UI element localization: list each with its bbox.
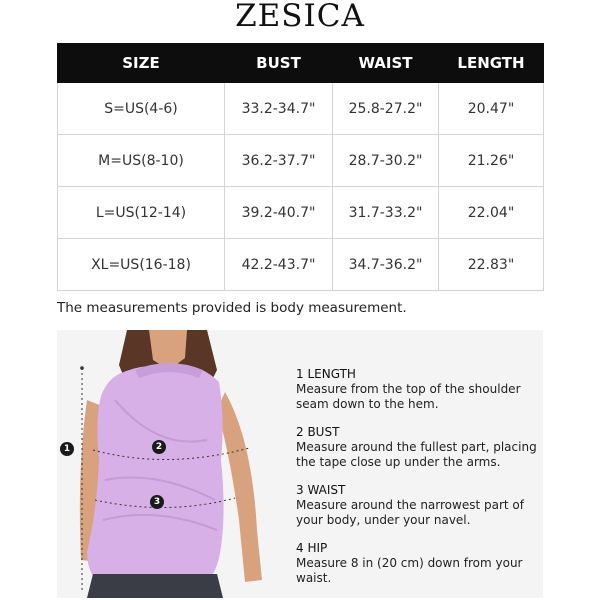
cell-size: L=US(12-14)	[58, 187, 225, 239]
table-header-row	[58, 44, 544, 83]
marker-bust: 2	[152, 440, 166, 454]
header-waist: WAIST	[333, 44, 439, 83]
instruction-hip	[296, 541, 541, 586]
instruction-text: Measure around the narrowest part of your body, under your navel.	[296, 498, 524, 527]
header-size: SIZE	[58, 44, 225, 83]
instruction-title: 3 WAIST	[296, 483, 346, 497]
brand-logo: ZESICA	[235, 0, 365, 34]
cell-size: S=US(4-6)	[58, 83, 225, 135]
table-row	[58, 135, 544, 187]
table-row	[58, 187, 544, 239]
header-bust: BUST	[225, 44, 333, 83]
cell-bust: 42.2-43.7"	[225, 239, 333, 291]
jeans-shape	[87, 574, 223, 598]
marker-waist: 3	[150, 495, 164, 509]
length-start-dot	[80, 366, 84, 370]
instruction-text: Measure around the fullest part, placing the tape close up under the arms.	[296, 440, 537, 469]
instruction-bust	[296, 425, 541, 470]
measurement-instructions	[296, 367, 541, 598]
cell-size: XL=US(16-18)	[58, 239, 225, 291]
cell-bust: 36.2-37.7"	[225, 135, 333, 187]
marker-length: 1	[60, 442, 74, 456]
cell-waist: 28.7-30.2"	[333, 135, 439, 187]
cell-length: 21.26"	[439, 135, 544, 187]
model-illustration	[57, 330, 287, 598]
top-garment-shape	[87, 366, 224, 582]
instruction-length	[296, 367, 541, 412]
cell-waist: 25.8-27.2"	[333, 83, 439, 135]
size-chart-table	[57, 43, 544, 291]
header-length: LENGTH	[439, 44, 544, 83]
cell-bust: 39.2-40.7"	[225, 187, 333, 239]
cell-waist: 34.7-36.2"	[333, 239, 439, 291]
measurement-note: The measurements provided is body measurement.	[57, 300, 407, 316]
cell-length: 20.47"	[439, 83, 544, 135]
instruction-title: 1 LENGTH	[296, 367, 356, 381]
instruction-title: 4 HIP	[296, 541, 328, 555]
instruction-waist	[296, 483, 541, 528]
instruction-text: Measure from the top of the shoulder seam down to the hem.	[296, 382, 521, 411]
table-row	[58, 239, 544, 291]
measurement-guide-panel	[57, 330, 543, 598]
table-row	[58, 83, 544, 135]
cell-length: 22.83"	[439, 239, 544, 291]
instruction-text: Measure 8 in (20 cm) down from your waist.	[296, 556, 523, 585]
right-arm-shape	[217, 392, 262, 582]
instruction-title: 2 BUST	[296, 425, 340, 439]
cell-size: M=US(8-10)	[58, 135, 225, 187]
cell-waist: 31.7-33.2"	[333, 187, 439, 239]
cell-length: 22.04"	[439, 187, 544, 239]
cell-bust: 33.2-34.7"	[225, 83, 333, 135]
